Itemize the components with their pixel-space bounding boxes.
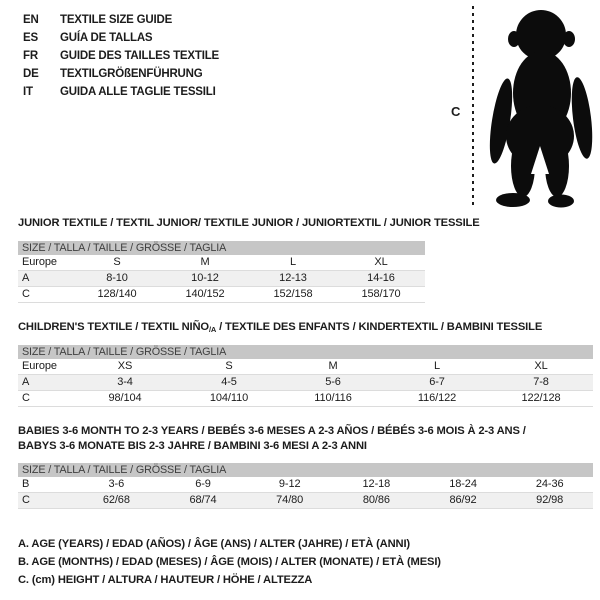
language-title: GUÍA DE TALLAS	[60, 32, 153, 44]
table-cell: 68/74	[189, 494, 217, 506]
table-cell: M	[200, 256, 210, 268]
junior-section-title: JUNIOR TEXTILE / TEXTIL JUNIOR/ TEXTILE JUNIOR / JUNIORTEXTIL / JUNIOR TESSILE	[18, 217, 480, 229]
height-measure-label: C	[451, 104, 461, 119]
language-title: TEXTILE SIZE GUIDE	[60, 14, 173, 26]
language-code: FR	[23, 50, 38, 62]
table-cell: 86/92	[449, 494, 477, 506]
babies-title-line1: BABIES 3-6 MONTH TO 2-3 YEARS / BEBÉS 3-6 MESES A 2-3 AÑOS / BÉBÉS 3-6 MOIS À 2-3 ANS /	[18, 425, 526, 437]
note-height-cm: C. (cm) HEIGHT / ALTURA / HAUTEUR / HÖHE / ALTEZZA	[18, 574, 313, 586]
table-cell: 140/152	[185, 288, 225, 300]
table-cell: XL	[374, 256, 388, 268]
table-cell: 104/110	[209, 392, 249, 404]
row-label: C	[22, 392, 30, 404]
junior-size-table	[18, 241, 425, 303]
table-cell: L	[289, 256, 297, 268]
note-age-months: B. AGE (MONTHS) / EDAD (MESES) / ÂGE (MOIS) / ALTER (MONATE) / ETÀ (MESI)	[18, 556, 441, 568]
height-measure-dotted-line	[472, 6, 474, 207]
language-row	[23, 11, 219, 29]
table-cell: 74/80	[276, 494, 304, 506]
table-cell: M	[328, 360, 338, 372]
language-code: EN	[23, 14, 39, 26]
children-title-subscript: /A	[208, 325, 217, 334]
language-row	[23, 29, 219, 47]
row-label: Europe	[22, 256, 57, 268]
row-label: C	[22, 288, 30, 300]
table-cell: 10-12	[191, 272, 219, 284]
table-cell: XL	[534, 360, 548, 372]
language-title: GUIDA ALLE TAGLIE TESSILI	[60, 86, 216, 98]
table-cell: 6-9	[195, 478, 211, 490]
row-label: A	[22, 376, 30, 388]
table-cell: 12-13	[279, 272, 307, 284]
table-row	[18, 287, 425, 303]
table-cell: 80/86	[362, 494, 390, 506]
row-label: Europe	[22, 360, 57, 372]
table-cell: 8-10	[106, 272, 128, 284]
size-header-bar: SIZE / TALLA / TAILLE / GRÖSSE / TAGLIA	[18, 463, 593, 477]
size-header-bar: SIZE / TALLA / TAILLE / GRÖSSE / TAGLIA	[18, 345, 593, 359]
children-size-table	[18, 345, 593, 407]
babies-title-line2: BABYS 3-6 MONATE BIS 2-3 JAHRE / BAMBINI 3-6 MESI A 2-3 ANNI	[18, 440, 367, 452]
language-row	[23, 47, 219, 65]
table-row	[18, 477, 593, 493]
table-row	[18, 375, 593, 391]
table-cell: 3-6	[108, 478, 125, 490]
children-title-text: CHILDREN'S TEXTILE / TEXTIL NIÑO	[18, 321, 209, 333]
table-row	[18, 391, 593, 407]
table-cell: 92/98	[536, 494, 564, 506]
language-row	[23, 83, 219, 101]
size-header-bar: SIZE / TALLA / TAILLE / GRÖSSE / TAGLIA	[18, 241, 425, 255]
table-cell: 122/128	[521, 392, 561, 404]
table-cell: 98/104	[108, 392, 142, 404]
table-cell: 5-6	[325, 376, 341, 388]
baby-silhouette-icon	[485, 8, 600, 208]
table-cell: S	[113, 256, 121, 268]
language-code: IT	[23, 86, 33, 98]
table-cell: 12-18	[362, 478, 391, 490]
language-row	[23, 65, 219, 83]
table-cell: 158/170	[361, 288, 401, 300]
table-cell: S	[225, 360, 233, 372]
language-title: TEXTILGRÖßENFÜHRUNG	[60, 68, 203, 80]
row-label: C	[22, 494, 30, 506]
table-cell: L	[433, 360, 441, 372]
language-title-list	[23, 11, 219, 101]
table-cell: 3-4	[117, 376, 133, 388]
children-section-title	[18, 320, 542, 337]
table-cell: 62/68	[102, 494, 130, 506]
table-cell: 9-12	[278, 478, 301, 490]
table-cell: 4-5	[221, 376, 237, 388]
language-code: DE	[23, 68, 39, 80]
note-age-years: A. AGE (YEARS) / EDAD (AÑOS) / ÂGE (ANS) / ALTER (JAHRE) / ETÀ (ANNI)	[18, 538, 410, 550]
table-cell: 152/158	[273, 288, 313, 300]
table-cell: 24-36	[535, 478, 564, 490]
babies-size-table	[18, 463, 593, 509]
table-cell: XS	[117, 360, 133, 372]
babies-section-title	[18, 424, 526, 454]
table-cell: 116/122	[417, 392, 457, 404]
language-code: ES	[23, 32, 38, 44]
table-cell: 18-24	[449, 478, 477, 490]
table-cell: 110/116	[314, 392, 352, 404]
table-cell: 14-16	[367, 272, 395, 284]
table-cell: 6-7	[429, 376, 445, 388]
table-cell: 128/140	[97, 288, 137, 300]
legend-notes	[18, 535, 441, 589]
table-row	[18, 493, 593, 509]
table-row	[18, 255, 425, 271]
language-title: GUIDE DES TAILLES TEXTILE	[60, 50, 219, 62]
row-label: A	[22, 272, 30, 284]
table-cell: 7-8	[533, 376, 549, 388]
row-label: B	[22, 478, 30, 490]
children-title-text: / TEXTILE DES ENFANTS / KINDERTEXTIL / BAMBINI TESSILE	[216, 321, 543, 333]
table-row	[18, 359, 593, 375]
table-row	[18, 271, 425, 287]
